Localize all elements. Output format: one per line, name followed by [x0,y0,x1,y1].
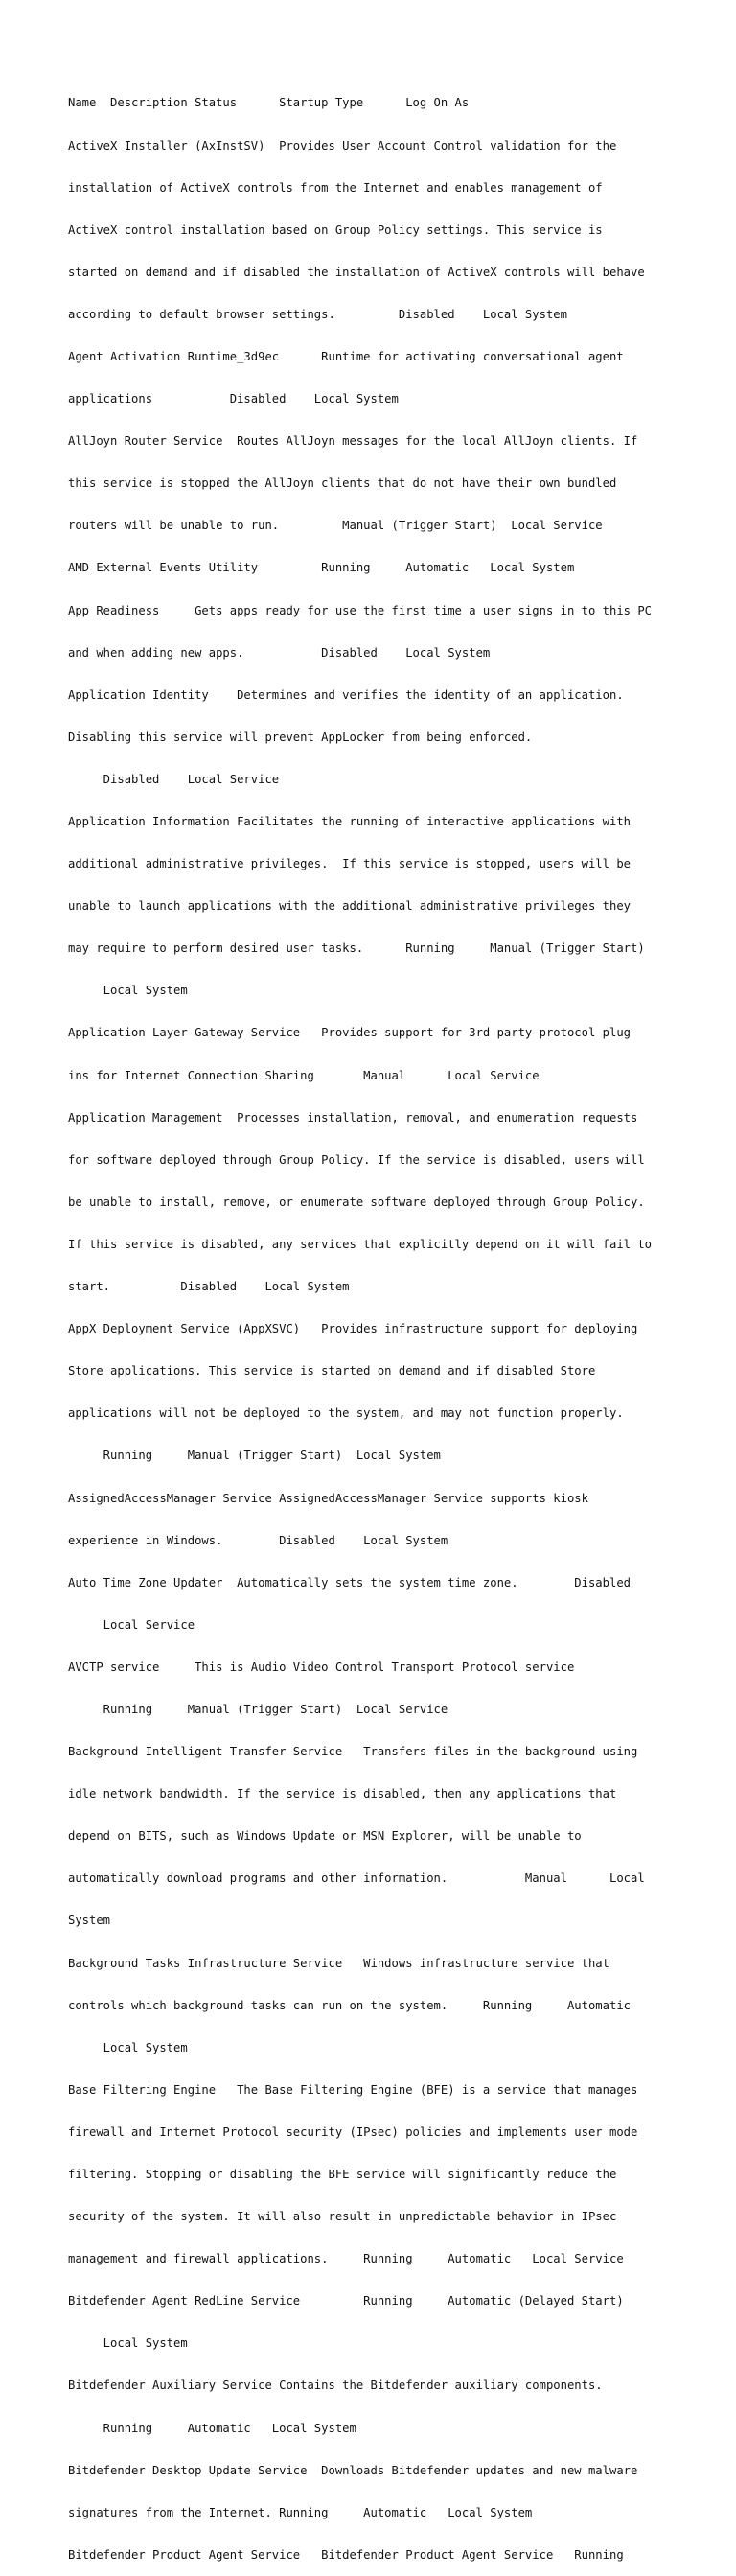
text-line: Base Filtering Engine The Base Filtering Engine (BFE) is a service that manages [68,2082,638,2097]
text-line: and when adding new apps. Disabled Local System [68,645,491,660]
text-line: this service is stopped the AllJoyn clients that do not have their own bundled [68,476,617,491]
text-line: AllJoyn Router Service Routes AllJoyn messages for the local AllJoyn clients. If [68,434,638,449]
text-line: AMD External Events Utility Running Automatic Local System [68,561,575,575]
text-line: Application Identity Determines and verifies the identity of an application. [68,687,624,702]
text-line: Background Intelligent Transfer Service Transfers files in the background using [68,1745,638,1759]
text-line: Bitdefender Product Agent Service Bitdefender Product Agent Service Running [68,2547,624,2562]
text-line: Local System [68,2336,188,2351]
text-line: Bitdefender Auxiliary Service Contains the Bitdefender auxiliary components. [68,2379,603,2393]
text-line: App Readiness Gets apps ready for use the first time a user signs in to this PC [68,603,653,617]
text-line: security of the system. It will also result in unpredictable behavior in IPsec [68,2210,617,2224]
text-line: Application Layer Gateway Service Provides support for 3rd party protocol plug- [68,1026,638,1040]
text-line: If this service is disabled, any services that explicitly depend on it will fail to [68,1237,653,1251]
text-line: Background Tasks Infrastructure Service Windows infrastructure service that [68,1956,610,1970]
text-line: controls which background tasks can run on the system. Running Automatic [68,1998,631,2012]
text-line: Local Service [68,1617,196,1632]
text-line: signatures from the Internet. Running Automatic Local System [68,2505,533,2519]
text-line: idle network bandwidth. If the service is disabled, then any applications that [68,1787,617,1801]
text-line: routers will be unable to run. Manual (Trigger Start) Local Service [68,519,603,533]
text-line: Bitdefender Agent RedLine Service Running Automatic (Delayed Start) [68,2294,624,2309]
text-line: Application Management Processes installation, removal, and enumeration requests [68,1110,638,1125]
text-line: may require to perform desired user tasks. Running Manual (Trigger Start) [68,941,645,956]
services-text-document [68,68,681,2576]
text-line: filtering. Stopping or disabling the BFE service will significantly reduce the [68,2168,617,2181]
text-line: started on demand and if disabled the installation of ActiveX controls will behave [68,265,645,279]
text-line: Disabling this service will prevent AppLocker from being enforced. [68,730,533,744]
text-line: be unable to install, remove, or enumerate software deployed through Group Policy. [68,1195,645,1209]
text-line: ActiveX Installer (AxInstSV) Provides User Account Control validation for the [68,138,617,152]
text-line: Running Manual (Trigger Start) Local System [68,1449,441,1463]
text-line: applications will not be deployed to the system, and may not function properly. [68,1406,624,1421]
text-line: ins for Internet Connection Sharing Manual Local Service [68,1068,540,1082]
text-line: Running Automatic Local System [68,2421,356,2435]
text-line: System [68,1914,111,1928]
text-line: Store applications. This service is started on demand and if disabled Store [68,1364,596,1379]
text-line: installation of ActiveX controls from the Internet and enables management of [68,180,603,195]
text-line: firewall and Internet Protocol security (IPsec) policies and implements user mode [68,2124,638,2139]
text-line: applications Disabled Local System [68,392,399,406]
text-line: ActiveX control installation based on Group Policy settings. This service is [68,222,603,237]
text-line: experience in Windows. Disabled Local System [68,1533,448,1547]
text-line: automatically download programs and other information. Manual Local [68,1871,645,1886]
header-line: Name Description Status Startup Type Log On As [68,96,470,110]
text-line: Auto Time Zone Updater Automatically sets the system time zone. Disabled [68,1575,631,1590]
text-line: management and firewall applications. Running Automatic Local Service [68,2252,624,2266]
text-line: AVCTP service This is Audio Video Control Transport Protocol service [68,1659,575,1674]
text-line: Agent Activation Runtime_3d9ec Runtime for activating conversational agent [68,349,624,363]
text-line: unable to launch applications with the additional administrative privileges they [68,899,631,914]
text-line: start. Disabled Local System [68,1280,350,1294]
text-line: Local System [68,2040,188,2054]
text-line: for software deployed through Group Policy. If the service is disabled, users will [68,1152,645,1167]
text-line: AssignedAccessManager Service AssignedAccessManager Service supports kiosk [68,1491,588,1505]
text-line: Local System [68,984,188,998]
text-line: Running Manual (Trigger Start) Local Service [68,1702,448,1716]
text-line: additional administrative privileges. If this service is stopped, users will be [68,857,631,871]
text-line: Disabled Local Service [68,772,280,786]
text-line: depend on BITS, such as Windows Update or MSN Explorer, will be unable to [68,1829,582,1844]
text-line: Bitdefender Desktop Update Service Downloads Bitdefender updates and new malware [68,2463,638,2477]
text-line: Application Information Facilitates the running of interactive applications with [68,815,631,828]
text-line: according to default browser settings. Disabled Local System [68,307,567,321]
text-line: AppX Deployment Service (AppXSVC) Provides infrastructure support for deploying [68,1322,638,1336]
